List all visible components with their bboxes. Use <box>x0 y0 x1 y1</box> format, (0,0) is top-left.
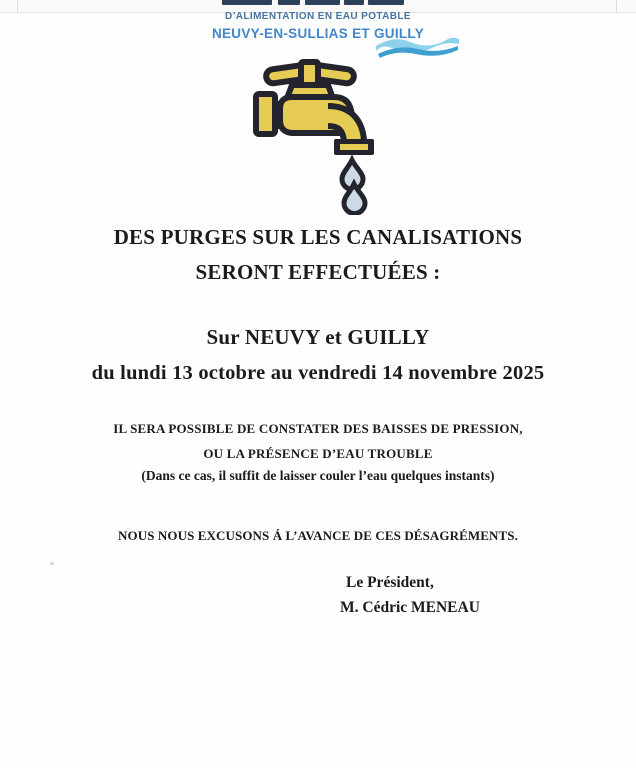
notice-apology-line: NOUS NOUS EXCUSONS Á L’AVANCE DE CES DÉSAGRÉMENTS. <box>118 528 518 543</box>
dripping-faucet-icon <box>230 55 405 215</box>
cropped-text-fragment <box>344 0 364 5</box>
notice-date-line: du lundi 13 octobre au vendredi 14 novembre 2025 <box>91 362 545 384</box>
notice-title-line2: SERONT EFFECTUÉES : <box>195 260 441 284</box>
scan-speck <box>50 562 54 565</box>
notice-detail-note: (Dans ce cas, il suffit de laisser couler l’eau quelques instants) <box>141 468 495 483</box>
cropped-text-fragment <box>278 0 300 5</box>
header-line-alimentation: D’ALIMENTATION EN EAU POTABLE <box>224 11 412 22</box>
notice-detail-line1: IL SERA POSSIBLE DE CONSTATER DES BAISSES DE PRESSION, <box>113 421 523 436</box>
notice-detail-line2: OU LA PRÉSENCE D’EAU TROUBLE <box>203 446 433 461</box>
cropped-text-fragment <box>305 0 340 5</box>
notice-title-line1: DES PURGES SUR LES CANALISATIONS <box>113 225 523 249</box>
header-line-communes: NEUVY-EN-SULLIAS ET GUILLY <box>211 26 425 41</box>
cropped-text-fragment <box>368 0 404 5</box>
signature-role: Le Président, <box>346 574 434 591</box>
signature-name: M. Cédric MENEAU <box>340 599 480 616</box>
cropped-text-fragment <box>222 0 272 5</box>
notice-location-line: Sur NEUVY et GUILLY <box>206 325 430 349</box>
